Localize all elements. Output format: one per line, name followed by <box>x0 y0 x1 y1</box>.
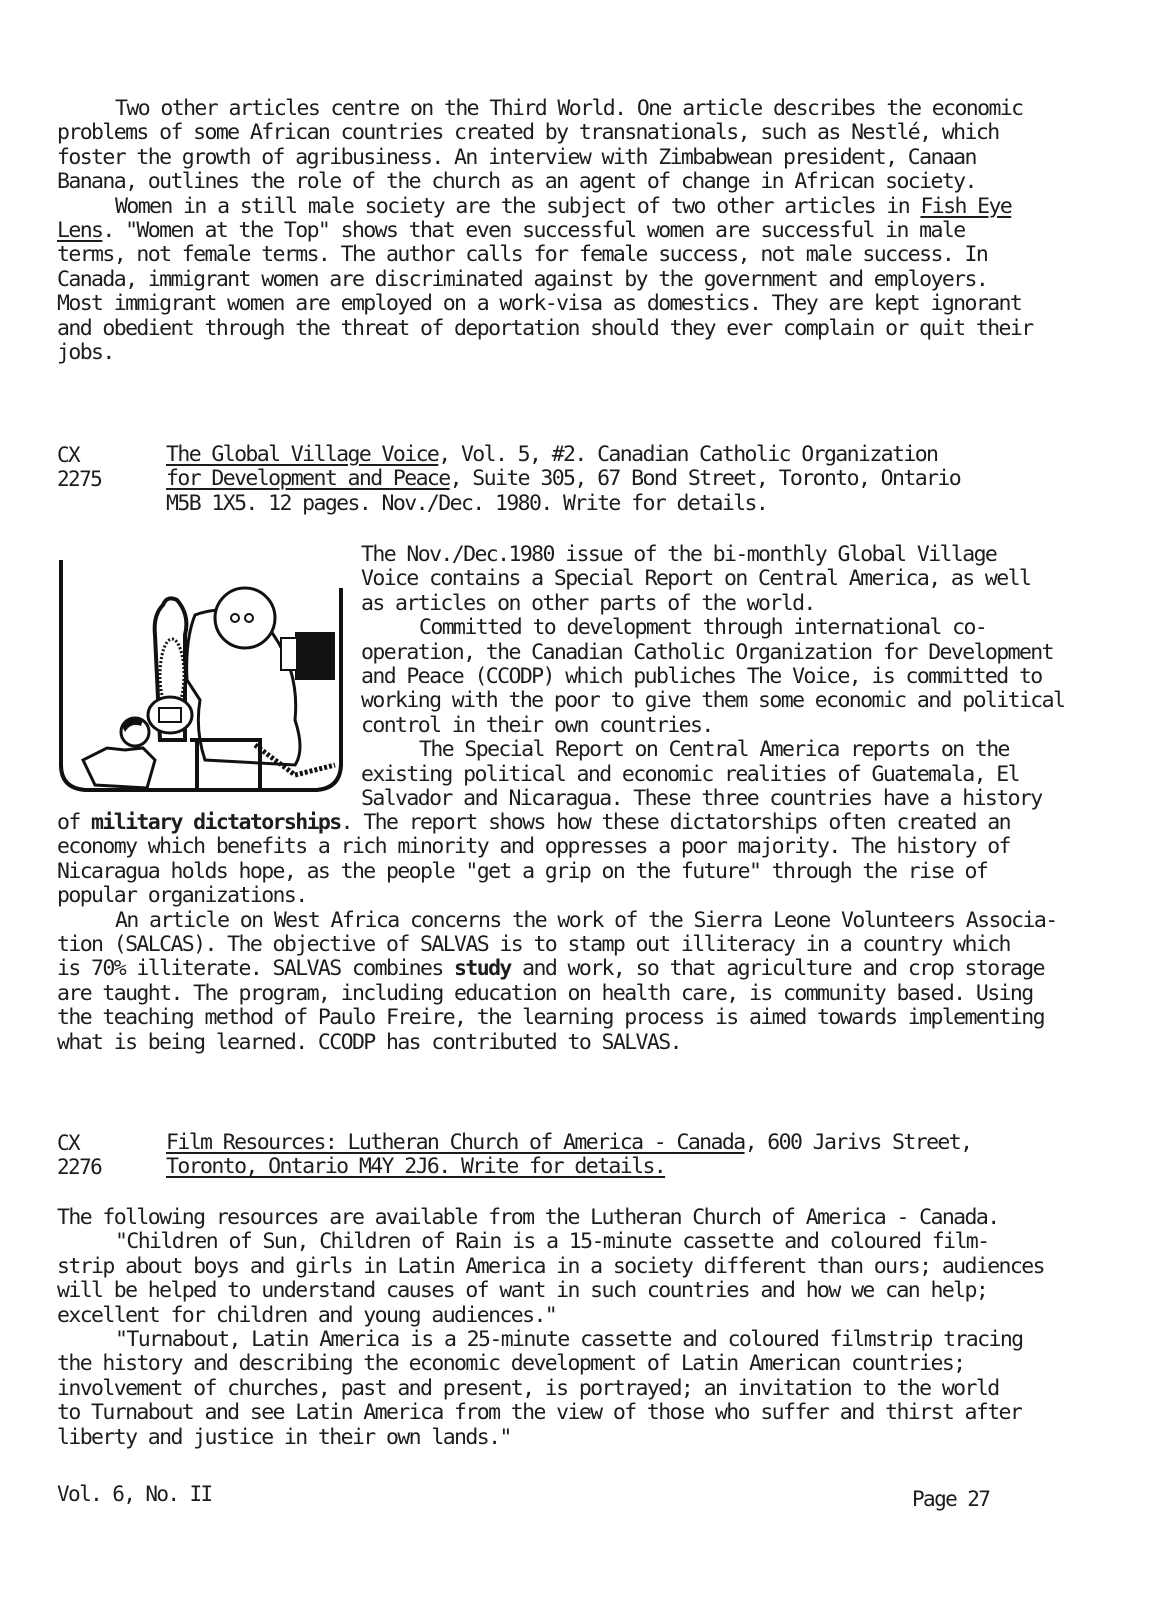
paragraph-line: will be helped to understand causes of want in such countries and how we can help; <box>57 1278 988 1304</box>
table-box-side <box>281 638 297 670</box>
paragraph-line <box>57 195 1033 219</box>
table-box <box>295 632 335 680</box>
entry-2275-citation <box>166 443 960 516</box>
paragraph-line: foster the growth of agribusiness. An interview with Zimbabwean president, Canaan <box>57 144 976 170</box>
publication-title-fish-eye: Fish Eye <box>920 193 1012 219</box>
text: , 600 Jarivs Street, <box>744 1130 972 1155</box>
entry-code-prefix: CX <box>57 1131 80 1155</box>
paragraph-line: The Nov./Dec.1980 issue of the bi-monthly Global Village <box>361 542 997 567</box>
entry-code-number: 2275 <box>57 467 102 492</box>
paragraph-line: the history and describing the economic development of Latin American countries; <box>57 1351 965 1377</box>
paragraph-line <box>57 957 1057 981</box>
small-man-body <box>83 748 155 788</box>
publication-title: Film Resources: Lutheran Church of America - Canada <box>166 1130 745 1155</box>
paragraph-line: what is being learned. CCODP has contributed to SALVAS. <box>57 1029 681 1055</box>
emphasis-military-dictatorships: military dictatorships <box>91 810 341 835</box>
paragraph-line: control in their own countries. <box>361 712 713 738</box>
paragraph-line: tion (SALCAS). The objective of SALVAS is to stamp out illiteracy in a country which <box>57 931 1010 957</box>
paragraph-line: working with the poor to give them some economic and political <box>361 688 1065 714</box>
paragraph-line: the teaching method of Paulo Freire, the learning process is aimed towards implementing <box>57 1005 1044 1031</box>
text: . The report shows how these dictatorships often created an <box>340 810 1010 835</box>
text: , Vol. 5, #2. Canadian Catholic Organization <box>438 442 938 467</box>
paragraph-line: Nicaragua holds hope, as the people "get a grip on the future" through the rise of <box>57 858 988 884</box>
text: and work, so that agriculture and crop storage <box>510 956 1044 982</box>
paragraph-line: as articles on other parts of the world. <box>361 590 815 616</box>
entry-code-2276 <box>57 1131 101 1180</box>
paragraph-line: involvement of churches, past and present, is portrayed; an invitation to the world <box>57 1375 999 1401</box>
text: of <box>57 810 92 835</box>
entry-2275-body-wrapped <box>361 543 1064 811</box>
paragraph-line: and obedient through the threat of deportation should they ever complain or quit their <box>57 315 1033 341</box>
paragraph-line: Voice contains a Special Report on Central America, as well <box>361 566 1031 592</box>
cartoon-illustration <box>55 560 347 800</box>
paragraph-line: Canada, immigrant women are discriminated against by the government and employers. <box>57 266 988 292</box>
paragraph-line: "Children of Sun, Children of Rain is a 15-minute cassette and coloured film- <box>115 1229 989 1255</box>
paragraph-line: economy which benefits a rich minority and oppresses a poor majority. The history of <box>57 834 1010 860</box>
publication-title: The Global Village Voice <box>166 442 439 467</box>
text: is 70% illiterate. SALVAS combines <box>57 956 455 982</box>
paragraph-line: liberty and justice in their own lands." <box>57 1424 511 1450</box>
paragraph-line: are taught. The program, including education on health care, is community based. Using <box>57 980 1033 1006</box>
entry-2276-citation <box>166 1131 971 1180</box>
paragraph-line: to Turnabout and see Latin America from the view of those who suffer and thirst after <box>57 1400 1022 1426</box>
entry-2276-body <box>57 1206 1044 1450</box>
text: . "Women at the Top" shows that even successful women are successful in male <box>102 217 965 243</box>
paragraph-line: Salvador and Nicaragua. These three countries have a history <box>361 785 1042 811</box>
paragraph-line: jobs. <box>57 339 114 365</box>
paragraph-line: The following resources are available from the Lutheran Church of America - Canada. <box>57 1205 999 1230</box>
citation-line <box>166 467 960 491</box>
paragraph-line: existing political and economic realities of Guatemala, El <box>361 761 1019 787</box>
publication-title-lens: Lens <box>57 217 103 243</box>
paragraph-line: Banana, outlines the role of the church as an agent of change in African society. <box>57 169 976 195</box>
footer-page-number: Page 27 <box>912 1487 990 1511</box>
paragraph-line: popular organizations. <box>57 883 307 909</box>
entry-code-number: 2276 <box>57 1155 102 1180</box>
paragraph-line: "Turnabout, Latin America is a 25-minute cassette and coloured filmstrip tracing <box>115 1326 1023 1352</box>
paragraph-line: Two other articles centre on the Third World. One article describes the economic <box>115 96 1023 121</box>
footer-volume: Vol. 6, No. II <box>57 1482 212 1506</box>
citation-line <box>166 1131 971 1155</box>
paragraph-line: The Special Report on Central America reports on the <box>419 737 1009 763</box>
publisher-name: for Development and Peace <box>166 466 450 492</box>
text: Women in a still male society are the subject of two other articles in <box>115 193 921 219</box>
entry-2275-body-full <box>57 811 1057 1055</box>
paragraph-line: terms, not female terms. The author calls for female success, not male success. In <box>57 242 988 268</box>
section-third-world <box>57 97 1033 365</box>
paragraph-line: problems of some African countries created by transnationals, such as Nestlé, which <box>57 120 999 146</box>
paragraph-line: Most immigrant women are employed on a work-visa as domestics. They are kept ignorant <box>57 291 1022 317</box>
emphasis-study: study <box>454 956 511 982</box>
paragraph-line: excellent for children and young audiences." <box>57 1302 557 1328</box>
cake <box>159 708 181 722</box>
paragraph-line: operation, the Canadian Catholic Organization for Development <box>361 639 1053 665</box>
paragraph-line: and Peace (CCODP) which publiches The Voice, is committed to <box>361 663 1042 689</box>
paragraph-line: Committed to development through international co- <box>419 615 987 641</box>
citation-line: M5B 1X5. 12 pages. Nov./Dec. 1980. Write for details. <box>166 490 768 516</box>
citation-line <box>166 1155 971 1179</box>
citation-line <box>166 443 960 467</box>
paragraph-line <box>57 811 1057 835</box>
paragraph-line <box>57 219 1033 243</box>
entry-code-prefix: CX <box>57 443 80 467</box>
paragraph-line: An article on West Africa concerns the work of the Sierra Leone Volunteers Associa- <box>115 907 1057 933</box>
paragraph-line: strip about boys and girls in Latin America in a society different than ours; audiences <box>57 1253 1044 1279</box>
text: , Suite 305, 67 Bond Street, Toronto, Ontario <box>449 466 961 492</box>
entry-code-2275 <box>57 443 101 492</box>
publisher-address: Toronto, Ontario M4Y 2J6. Write for details. <box>166 1154 666 1180</box>
